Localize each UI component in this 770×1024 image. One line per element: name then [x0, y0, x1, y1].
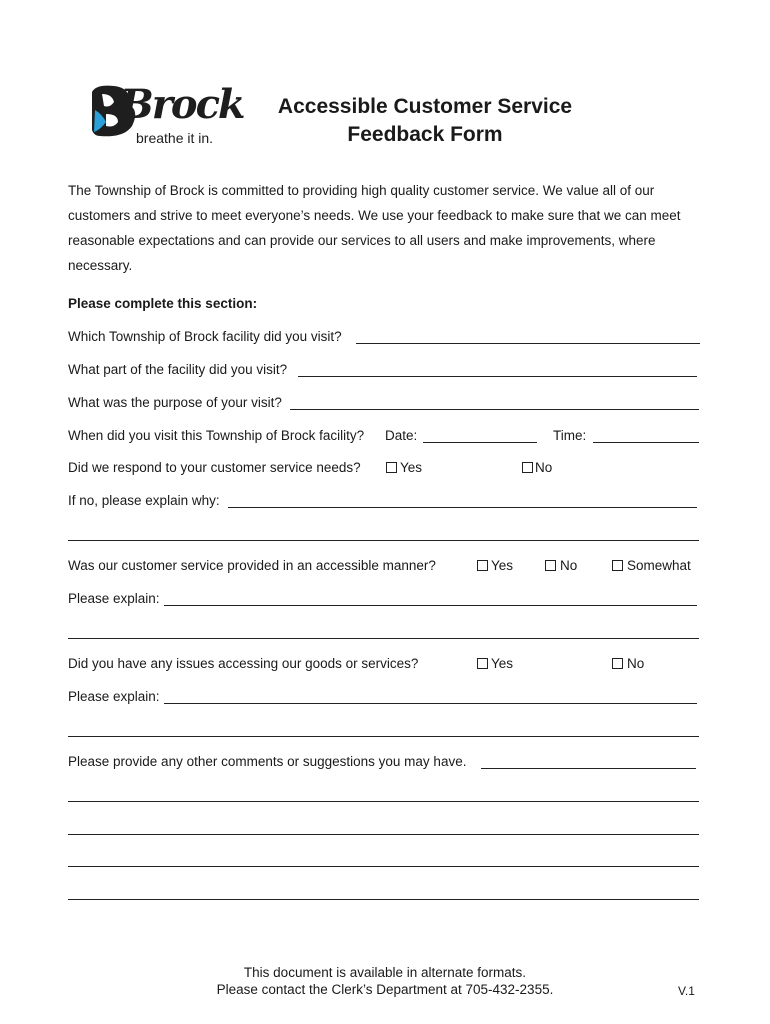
question-issues: Did you have any issues accessing our goods or services? — [68, 656, 419, 671]
accessible-no-label: No — [560, 558, 578, 573]
explain-2-answer-line-2[interactable] — [68, 736, 699, 737]
accessible-somewhat-checkbox[interactable] — [612, 560, 623, 571]
explain-1-answer-line-1[interactable] — [164, 605, 697, 606]
comments-answer-line-5[interactable] — [68, 899, 699, 900]
explain-2-answer-line-1[interactable] — [164, 703, 697, 704]
comments-answer-line-3[interactable] — [68, 834, 699, 835]
issues-no-checkbox[interactable] — [612, 658, 623, 669]
please-explain-label-2: Please explain: — [68, 689, 160, 704]
title-line-1: Accessible Customer Service — [277, 95, 573, 118]
accessible-yes-checkbox[interactable] — [477, 560, 488, 571]
accessible-somewhat-label: Somewhat — [627, 558, 691, 573]
issues-no-label: No — [627, 656, 645, 671]
intro-paragraph: The Township of Brock is committed to providing high quality customer service. We value all of our customers and strive to meet everyone’s needs. We use your feedback to make sure that we can meet reasonable expectations and can provide our services to all users and make improvements, where necessary. — [68, 183, 681, 273]
respond-no-checkbox[interactable] — [522, 462, 533, 473]
footer-note — [160, 964, 610, 998]
if-no-answer-line-1[interactable] — [228, 507, 697, 508]
purpose-answer-line[interactable] — [290, 409, 699, 410]
facility-answer-line[interactable] — [356, 343, 700, 344]
question-purpose: What was the purpose of your visit? — [68, 395, 282, 410]
issues-yes-label: Yes — [491, 656, 514, 671]
time-answer-line[interactable] — [593, 442, 699, 443]
date-answer-line[interactable] — [423, 442, 537, 443]
question-respond: Did we respond to your customer service needs? — [68, 460, 361, 475]
comments-answer-line-1[interactable] — [481, 768, 696, 769]
time-label: Time: — [553, 428, 587, 443]
accessible-yes-label: Yes — [491, 558, 514, 573]
footer-line-2: Please contact the Clerk’s Department at 705-432-2355. — [216, 982, 554, 997]
issues-yes-checkbox[interactable] — [477, 658, 488, 669]
logo-tagline: breathe it in. — [136, 130, 214, 146]
comments-answer-line-4[interactable] — [68, 866, 699, 867]
comments-answer-line-2[interactable] — [68, 801, 699, 802]
if-no-answer-line-2[interactable] — [68, 540, 699, 541]
respond-no-label: No — [535, 460, 553, 475]
question-accessible: Was our customer service provided in an accessible manner? — [68, 558, 436, 573]
title-line-2: Feedback Form — [347, 123, 503, 146]
question-if-no: If no, please explain why: — [68, 493, 220, 508]
section-heading: Please complete this section: — [68, 296, 258, 311]
date-label: Date: — [385, 428, 418, 443]
respond-yes-label: Yes — [400, 460, 423, 475]
please-explain-label-1: Please explain: — [68, 591, 160, 606]
logo-wordmark: Brock — [120, 81, 244, 128]
question-facility: Which Township of Brock facility did you visit? — [68, 329, 342, 344]
brock-logo — [86, 80, 244, 150]
version-label: V.1 — [678, 984, 695, 998]
explain-1-answer-line-2[interactable] — [68, 638, 699, 639]
part-answer-line[interactable] — [298, 376, 697, 377]
accessible-no-checkbox[interactable] — [545, 560, 556, 571]
question-when: When did you visit this Township of Brock facility? — [68, 428, 365, 443]
question-part: What part of the facility did you visit? — [68, 362, 288, 377]
question-comments: Please provide any other comments or suggestions you may have. — [68, 754, 467, 769]
respond-yes-checkbox[interactable] — [386, 462, 397, 473]
footer-line-1: This document is available in alternate formats. — [243, 965, 527, 980]
form-title — [240, 93, 610, 149]
